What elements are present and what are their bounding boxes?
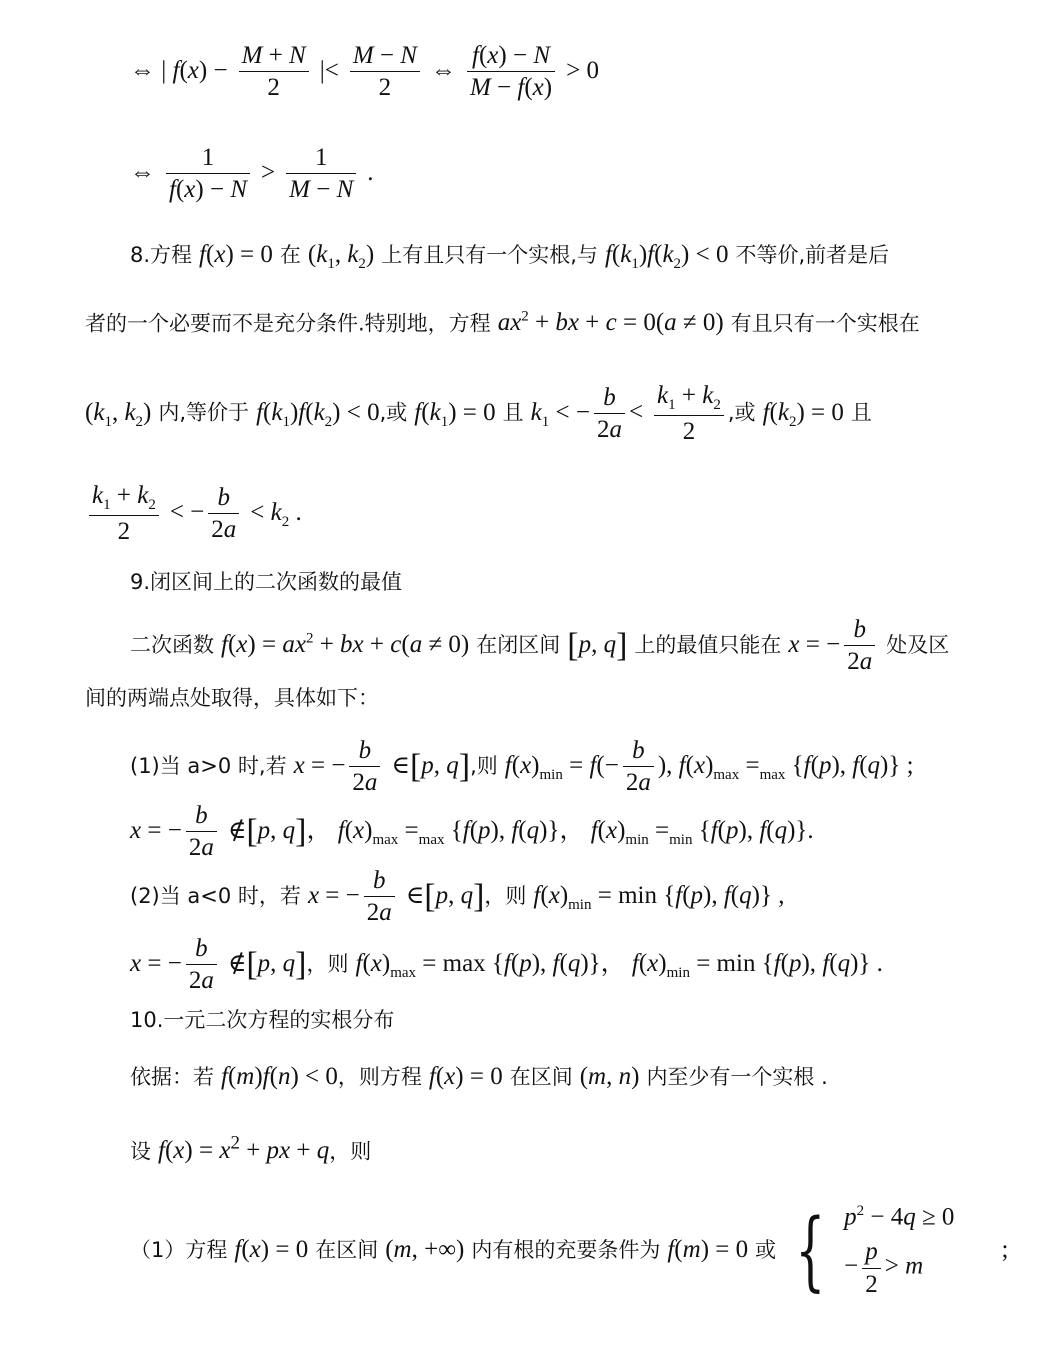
equation-line: （1）方程 f(x) = 0 在区间 (m, +∞) 内有根的充要条件为 f(m) = 0 或 { $p^2 - 4q \ge 0$ − $\frac{p}{2}$ > m ; — [130, 1198, 1008, 1304]
paragraph-line: 间的两端点处取得，具体如下： — [85, 686, 379, 710]
paragraph-line: 者的一个必要而不是充分条件.特别地，方程 $ax^2$ + bx + c = 0(a ≠ 0) 有且只有一个实根在 — [85, 309, 920, 337]
paragraph-line: 8.方程 f(x) = 0 在 ($k_1$, $k_2$) 上有且只有一个实根,与 $f(k_1)f(k_2) < 0$ 不等价,前者是后 — [130, 241, 890, 272]
paragraph-line: 二次函数 $f(x) = ax^2$ + bx + c(a ≠ 0) 在闭区间 [p, q] 上的最值只能在 x = − $\frac{b}{2a}$ 处及区 — [130, 616, 950, 676]
paragraph-line: 依据：若 f(m)f(n) < 0，则方程 f(x) = 0 在区间 (m, n) 内至少有一个实根 . — [130, 1063, 828, 1090]
equation-line: (1)当 a>0 时,若 x = − $\frac{b}{2a}$ ∈[p, q],则 $f(x)_{min} = f(-$ $\frac{b}{2a}$ ), $f(x)_{max} =_{max}$ {f(p), f(q)} ; — [130, 737, 914, 797]
equation-line: ⇔ $\frac{1}{f(x) - N}$ > $\frac{1}{M - N}$ . — [130, 144, 374, 204]
section-9-title: 9.闭区间上的二次函数的最值 — [130, 570, 403, 594]
equation-line: x = − $\frac{b}{2a}$ ∉[p, q]，则 $f(x)_{max} = \max \{f(p)$, f(q)}， $f(x)_{min} = \min \{f(p)$, f(q)} . — [130, 935, 883, 995]
cases-brace: { $p^2 - 4q \ge 0$ − $\frac{p}{2}$ > m — [795, 1200, 955, 1301]
paragraph-line: ($k_1$, $k_2$) 内,等价于 $f(k_1)f(k_2) < 0$,或 $f(k_1) = 0$ 且 $k_1$ < − $\frac{b}{2a}$ < $\frac{k_1 + k_2}{2}$ ,或 $f(k_2) = 0$ 且 — [85, 382, 872, 445]
equation-line: ⇔ | f(x) − $\frac{M + N}{2}$ |< $\frac{M - N}{2}$ ⇔ $\frac{f(x) - N}{M - f(x)}$ > 0 — [130, 42, 599, 102]
equation-line: (2)当 a<0 时，若 x = − $\frac{b}{2a}$ ∈[p, q]，则 $f(x)_{min} = \min \{f(p)$, f(q)} , — [130, 867, 785, 927]
equation-line: x = − $\frac{b}{2a}$ ∉[p, q]， $f(x)_{max} =_{max}$ {f(p), f(q)}， $f(x)_{min} =_{min}$ {f(p), f(q)}. — [130, 802, 814, 862]
section-10-title: 10.一元二次方程的实根分布 — [130, 1008, 395, 1032]
equation-line: $\frac{k_1 + k_2}{2}$ < − $\frac{b}{2a}$ < $k_2$ . — [85, 480, 302, 547]
section-8-title: 8. — [130, 243, 151, 267]
paragraph-line: 设 $f(x) = x^2$ + px + q，则 — [130, 1133, 372, 1165]
